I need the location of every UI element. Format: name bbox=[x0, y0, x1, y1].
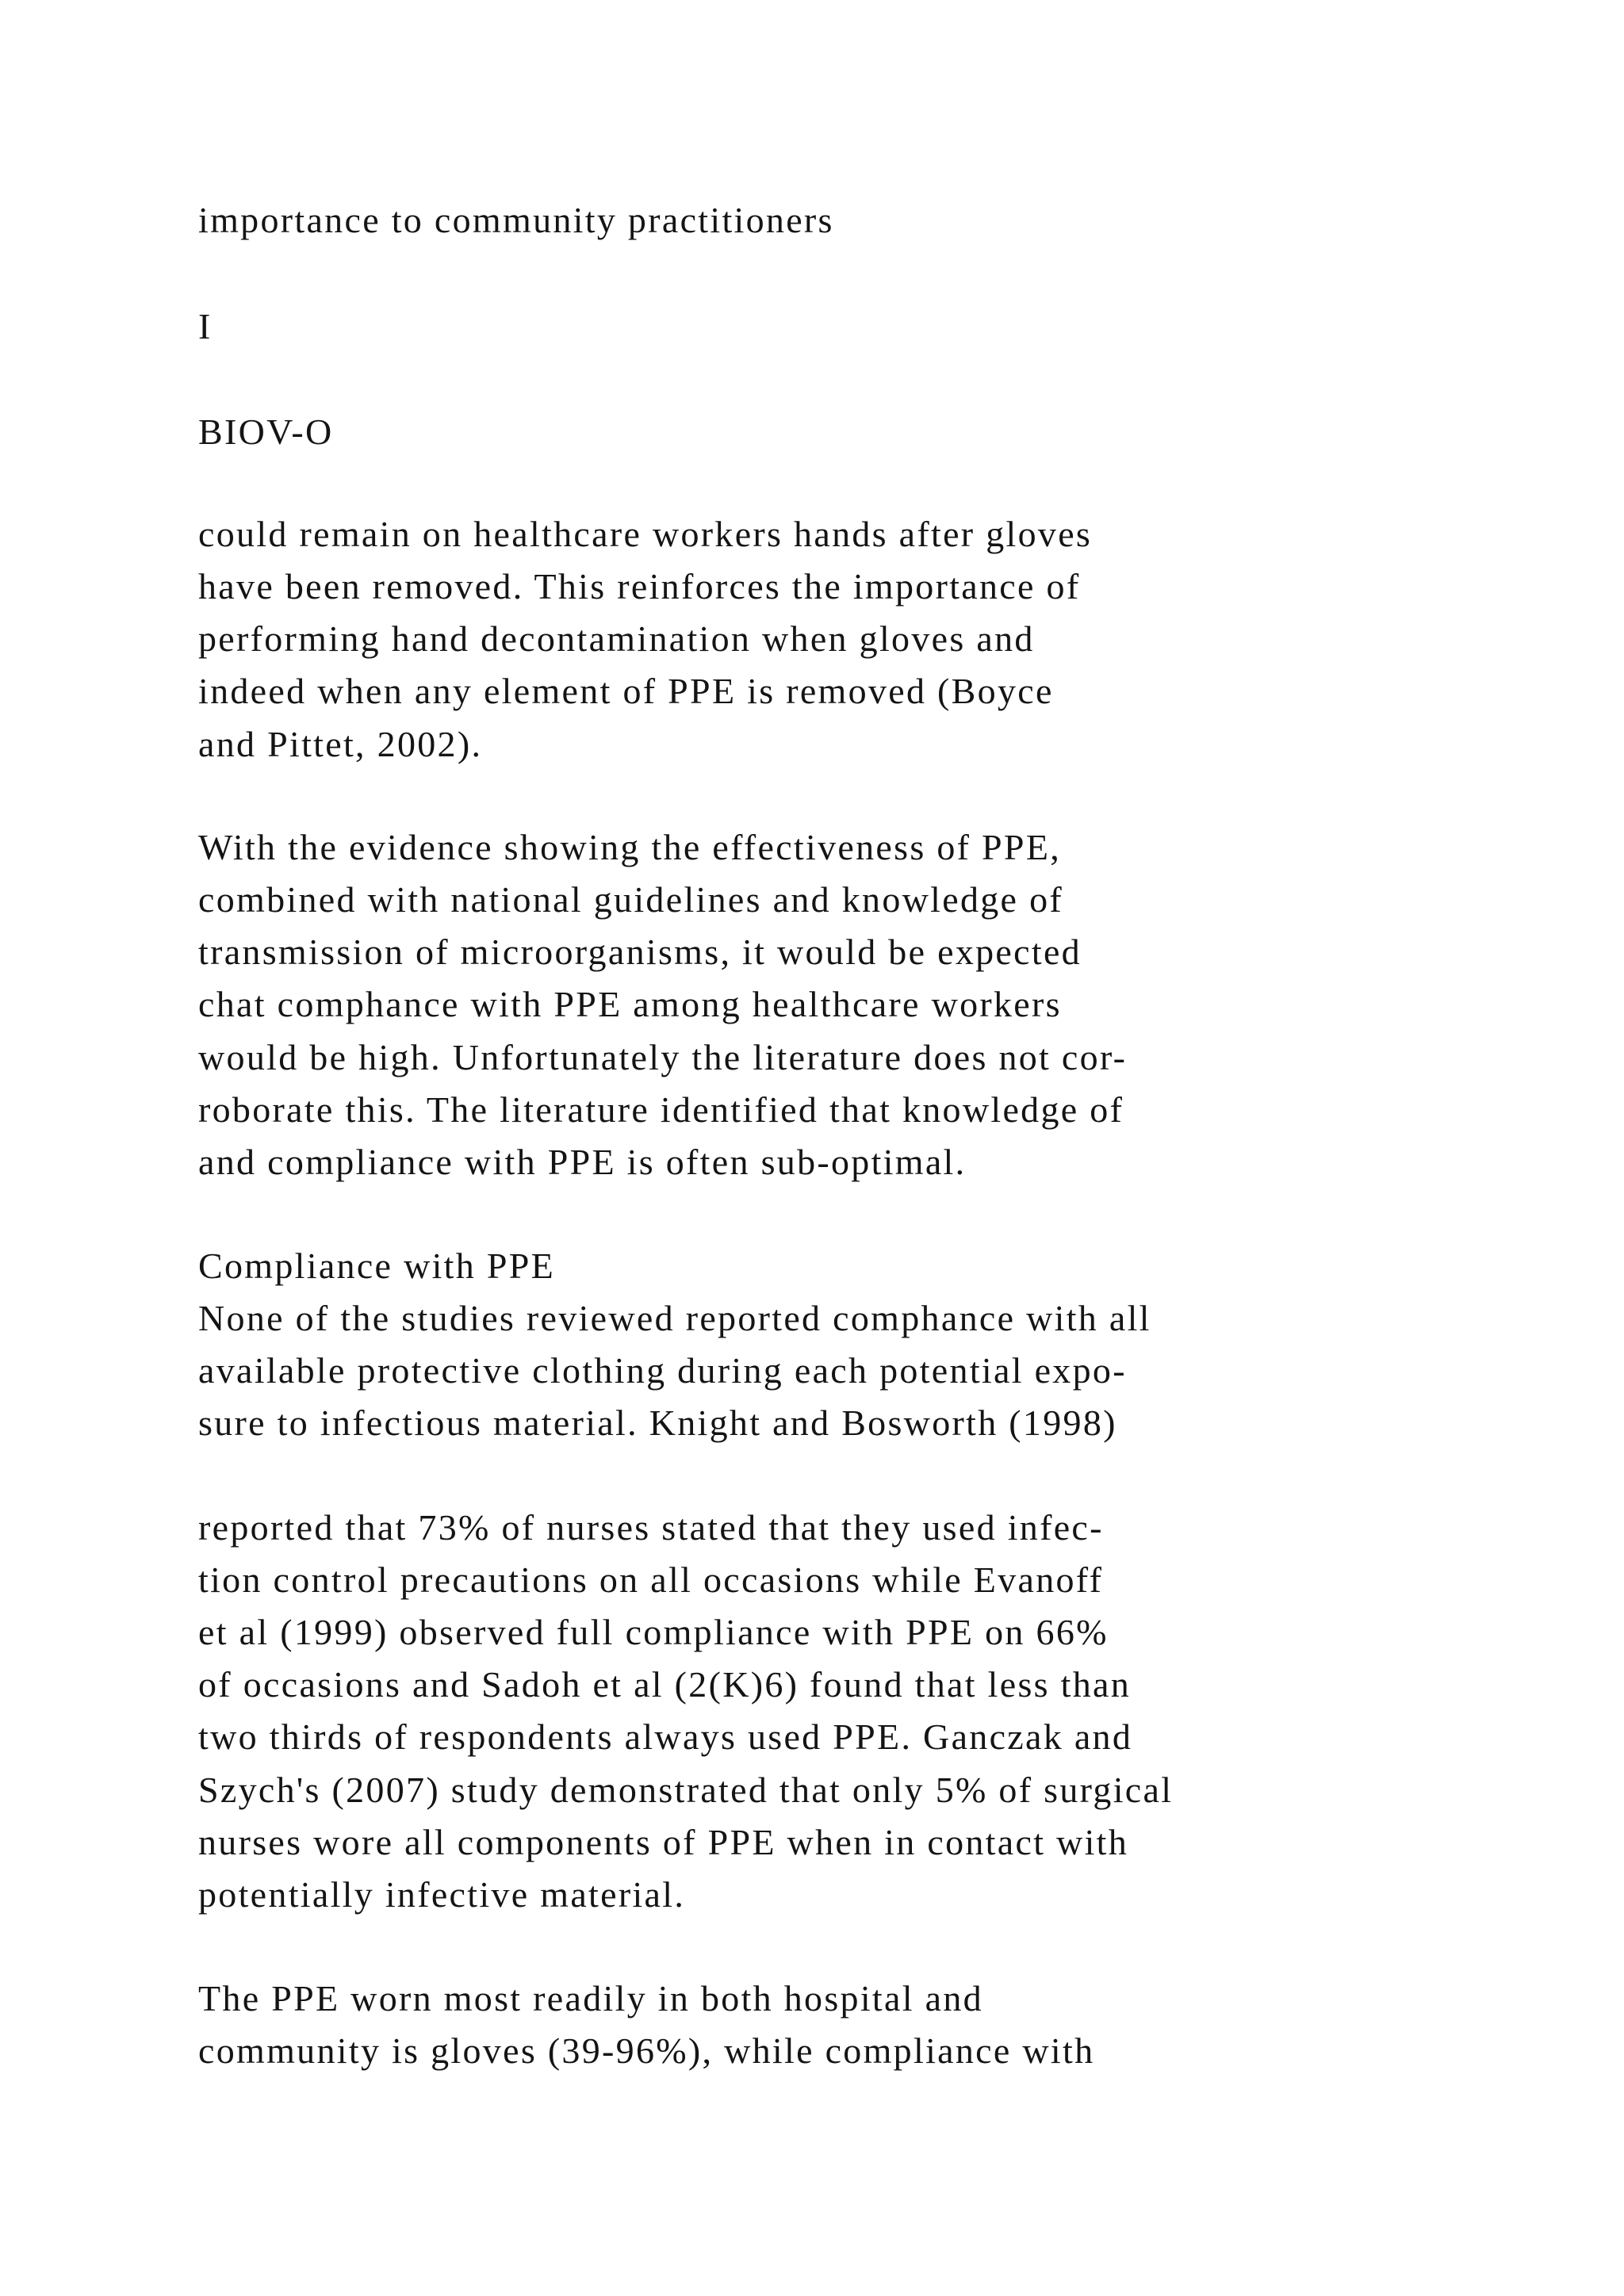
text-line: would be high. Unfortunately the literature does not cor- bbox=[198, 1037, 1128, 1077]
text-line: and compliance with PPE is often sub-optimal. bbox=[198, 1142, 967, 1182]
text-line: sure to infectious material. Knight and Bosworth (1998) bbox=[198, 1402, 1117, 1443]
text-line: indeed when any element of PPE is removed (Boyce bbox=[198, 671, 1054, 711]
text-line: available protective clothing during each potential expo- bbox=[198, 1350, 1127, 1391]
text-line: transmission of microorganisms, it would be expected bbox=[198, 932, 1082, 972]
text-line: chat comphance with PPE among healthcare workers bbox=[198, 984, 1062, 1024]
text-line: Szych's (2007) study demonstrated that only 5% of surgical bbox=[198, 1770, 1174, 1810]
text-line: reported that 73% of nurses stated that they used infec- bbox=[198, 1507, 1104, 1548]
text-line: could remain on healthcare workers hands after gloves bbox=[198, 514, 1093, 554]
text-line: et al (1999) observed full compliance with PPE on 66% bbox=[198, 1612, 1109, 1652]
text-line: and Pittet, 2002). bbox=[198, 724, 483, 764]
text-line: community is gloves (39-96%), while compliance with bbox=[198, 2030, 1095, 2071]
text-line: The PPE worn most readily in both hospital and bbox=[198, 1978, 983, 2019]
heading-line: importance to community practitioners bbox=[198, 200, 834, 240]
text-line: tion control precautions on all occasions while Evanoff bbox=[198, 1559, 1104, 1600]
text-line: potentially infective material. bbox=[198, 1874, 686, 1915]
text-line: combined with national guidelines and knowledge of bbox=[198, 879, 1063, 920]
text-line: two thirds of respondents always used PPE. Ganczak and bbox=[198, 1716, 1133, 1757]
text-line: of occasions and Sadoh et al (2(K)6) found that less than bbox=[198, 1664, 1132, 1705]
text-line: With the evidence showing the effectiveness of PPE, bbox=[198, 827, 1062, 867]
label-line: BIOV-O bbox=[198, 411, 334, 452]
text-line: nurses wore all components of PPE when in contact with bbox=[198, 1822, 1129, 1862]
text-line: performing hand decontamination when gloves and bbox=[198, 618, 1035, 659]
marker-line: I bbox=[198, 306, 213, 346]
text-line: have been removed. This reinforces the importance of bbox=[198, 566, 1081, 607]
text-line: roborate this. The literature identified that knowledge of bbox=[198, 1089, 1124, 1130]
section-heading: Compliance with PPE bbox=[198, 1246, 556, 1286]
text-line: None of the studies reviewed reported comphance with all bbox=[198, 1298, 1151, 1338]
